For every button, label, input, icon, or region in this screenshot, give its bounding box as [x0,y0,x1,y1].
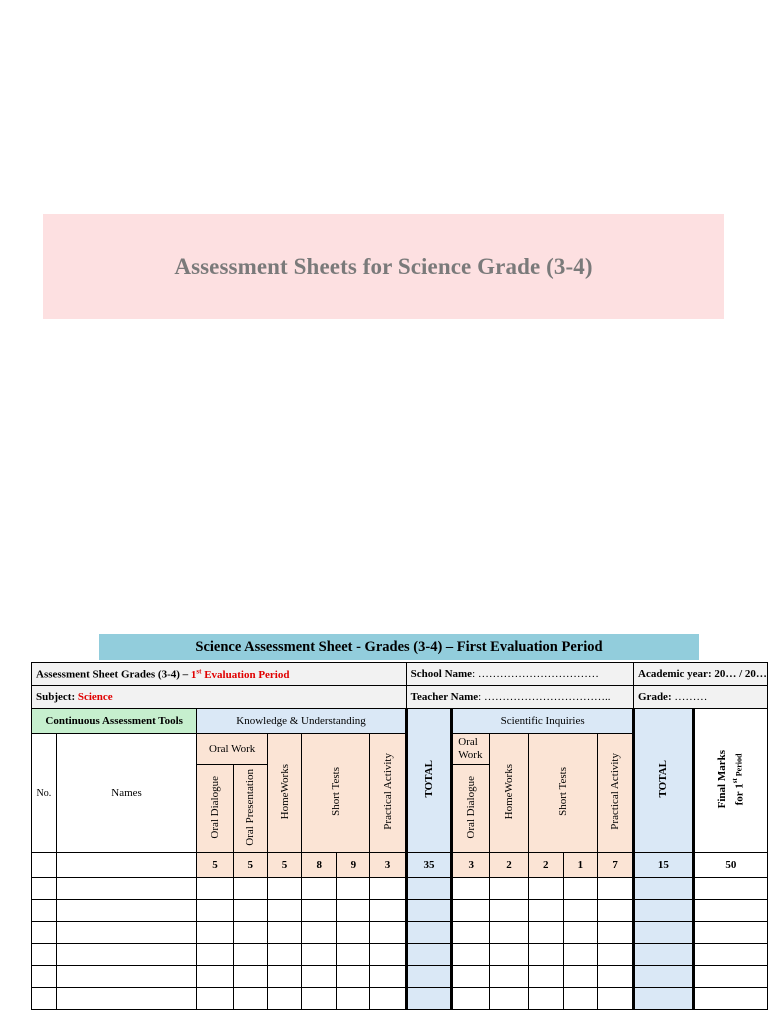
table-cell[interactable] [598,922,634,944]
subject-cell: Subject: Science [32,686,407,709]
table-cell[interactable] [693,966,767,988]
table-cell[interactable] [693,922,767,944]
table-cell[interactable] [32,966,57,988]
table-cell[interactable] [302,944,337,966]
info-row-1 [32,663,768,686]
table-cell[interactable] [337,900,370,922]
table-cell[interactable] [197,944,233,966]
table-cell[interactable] [634,966,694,988]
mark-si-total: 15 [634,853,694,878]
table-cell[interactable] [406,966,452,988]
mark-short-test-2: 9 [337,853,370,878]
table-cell[interactable] [56,944,197,966]
table-cell[interactable] [337,988,370,1010]
table-cell[interactable] [233,966,267,988]
assessment-table [31,662,768,1010]
table-row [32,966,768,988]
table-cell[interactable] [598,900,634,922]
table-cell[interactable] [598,878,634,900]
table-cell[interactable] [452,900,490,922]
table-cell[interactable] [693,988,767,1010]
table-cell[interactable] [197,878,233,900]
table-cell[interactable] [563,900,598,922]
table-cell[interactable] [598,966,634,988]
table-cell[interactable] [528,900,563,922]
table-cell[interactable] [490,966,529,988]
table-cell[interactable] [56,878,197,900]
table-cell[interactable] [406,944,452,966]
table-cell[interactable] [267,988,301,1010]
table-cell[interactable] [32,878,57,900]
table-cell[interactable] [490,944,529,966]
table-cell[interactable] [370,944,406,966]
max-marks-row [32,853,768,878]
table-row [32,900,768,922]
table-cell[interactable] [634,922,694,944]
page-title: Assessment Sheets for Science Grade (3-4) [174,253,593,279]
table-cell[interactable] [302,966,337,988]
table-cell[interactable] [693,878,767,900]
mark-final: 50 [693,853,767,878]
table-cell[interactable] [197,900,233,922]
oral-work-header: Oral Work [197,734,268,765]
table-cell[interactable] [370,900,406,922]
table-cell[interactable] [528,922,563,944]
si-short-tests-header: Short Tests [528,734,597,853]
mark-si-oral-dialogue: 3 [452,853,490,878]
si-total-header: TOTAL [634,709,694,853]
table-cell[interactable] [528,944,563,966]
table-cell[interactable] [634,988,694,1010]
table-row [32,944,768,966]
period-label: 1st Evaluation Period [190,667,290,681]
table-cell[interactable] [528,988,563,1010]
no-header: No. [32,734,57,853]
oral-presentation-header: Oral Presentation [233,765,267,853]
academic-year-field[interactable]: Academic year: 20… / 20… [634,663,768,686]
mark-si-short-test-2: 1 [563,853,598,878]
si-practical-activity-header: Practical Activity [598,734,634,853]
practical-activity-header: Practical Activity [370,734,406,853]
final-marks-header: Final Marks for 1st Period [693,709,767,853]
table-cell[interactable] [452,966,490,988]
table-cell[interactable] [406,878,452,900]
mark-homeworks: 5 [267,853,301,878]
table-cell[interactable] [370,922,406,944]
table-cell[interactable] [197,988,233,1010]
table-cell[interactable] [302,922,337,944]
table-cell[interactable] [267,922,301,944]
table-cell[interactable] [233,900,267,922]
table-cell[interactable] [32,922,57,944]
table-cell[interactable] [267,966,301,988]
student-rows [32,878,768,1010]
table-cell[interactable] [32,900,57,922]
table-cell[interactable] [528,966,563,988]
table-cell[interactable] [598,988,634,1010]
table-cell[interactable] [197,966,233,988]
table-cell[interactable] [302,988,337,1010]
si-oral-work-header: Oral Work [452,734,490,765]
table-cell[interactable] [267,878,301,900]
table-cell[interactable] [233,988,267,1010]
knowledge-header: Knowledge & Understanding [197,709,406,734]
table-cell[interactable] [452,988,490,1010]
table-cell[interactable] [233,922,267,944]
table-cell[interactable] [693,900,767,922]
table-cell[interactable] [563,966,598,988]
table-cell[interactable] [56,988,197,1010]
sheet-title: Science Assessment Sheet - Grades (3-4) – First Evaluation Period [99,634,699,660]
table-cell[interactable] [302,900,337,922]
table-cell[interactable] [56,922,197,944]
short-tests-header: Short Tests [302,734,370,853]
table-cell[interactable] [233,878,267,900]
table-cell[interactable] [233,944,267,966]
table-row [32,988,768,1010]
table-cell[interactable] [267,944,301,966]
table-cell[interactable] [563,988,598,1010]
inquiries-header: Scientific Inquiries [452,709,634,734]
table-cell[interactable] [337,966,370,988]
si-homeworks-header: HomeWorks [490,734,529,853]
info-row-2 [32,686,768,709]
mark-short-test-1: 8 [302,853,337,878]
table-cell[interactable] [563,878,598,900]
table-cell[interactable] [406,900,452,922]
table-cell[interactable] [197,922,233,944]
table-cell[interactable] [267,900,301,922]
title-banner [43,214,724,319]
table-cell[interactable] [634,900,694,922]
table-cell[interactable] [406,988,452,1010]
table-cell[interactable] [370,988,406,1010]
table-cell[interactable] [528,878,563,900]
table-cell[interactable] [302,878,337,900]
table-cell[interactable] [452,878,490,900]
table-cell[interactable] [337,878,370,900]
table-cell[interactable] [490,988,529,1010]
mark-practical: 3 [370,853,406,878]
homeworks-header: HomeWorks [267,734,301,853]
table-cell[interactable] [56,966,197,988]
table-cell[interactable] [370,966,406,988]
mark-si-short-test-1: 2 [528,853,563,878]
ku-total-header: TOTAL [406,709,452,853]
school-name-field[interactable]: School Name: …………………………… [406,663,633,686]
table-cell[interactable] [563,944,598,966]
table-cell[interactable] [563,922,598,944]
names-header: Names [56,734,197,853]
table-row [32,878,768,900]
table-cell[interactable] [634,944,694,966]
mark-oral-presentation: 5 [233,853,267,878]
table-cell[interactable] [490,900,529,922]
oral-dialogue-header: Oral Dialogue [197,765,233,853]
table-cell[interactable] [32,988,57,1010]
table-cell[interactable] [490,922,529,944]
sheet-period-cell: Assessment Sheet Grades (3-4) – 1st Evaluation Period [32,663,407,686]
mark-oral-dialogue: 5 [197,853,233,878]
tools-header: Continuous Assessment Tools [32,709,197,734]
table-cell[interactable] [452,922,490,944]
table-cell[interactable] [406,922,452,944]
mark-si-practical: 7 [598,853,634,878]
table-cell[interactable] [452,944,490,966]
grade-field[interactable]: Grade: ……… [634,686,768,709]
teacher-name-field[interactable]: Teacher Name: …………………………….. [406,686,633,709]
table-cell[interactable] [490,878,529,900]
table-cell[interactable] [32,944,57,966]
table-cell[interactable] [337,944,370,966]
table-cell[interactable] [337,922,370,944]
table-cell[interactable] [634,878,694,900]
table-row [32,922,768,944]
table-cell[interactable] [598,944,634,966]
mark-total: 35 [406,853,452,878]
mark-si-homeworks: 2 [490,853,529,878]
section-header-row [32,709,768,734]
table-cell[interactable] [56,900,197,922]
table-cell[interactable] [370,878,406,900]
table-cell[interactable] [693,944,767,966]
si-oral-dialogue-header: Oral Dialogue [452,765,490,853]
